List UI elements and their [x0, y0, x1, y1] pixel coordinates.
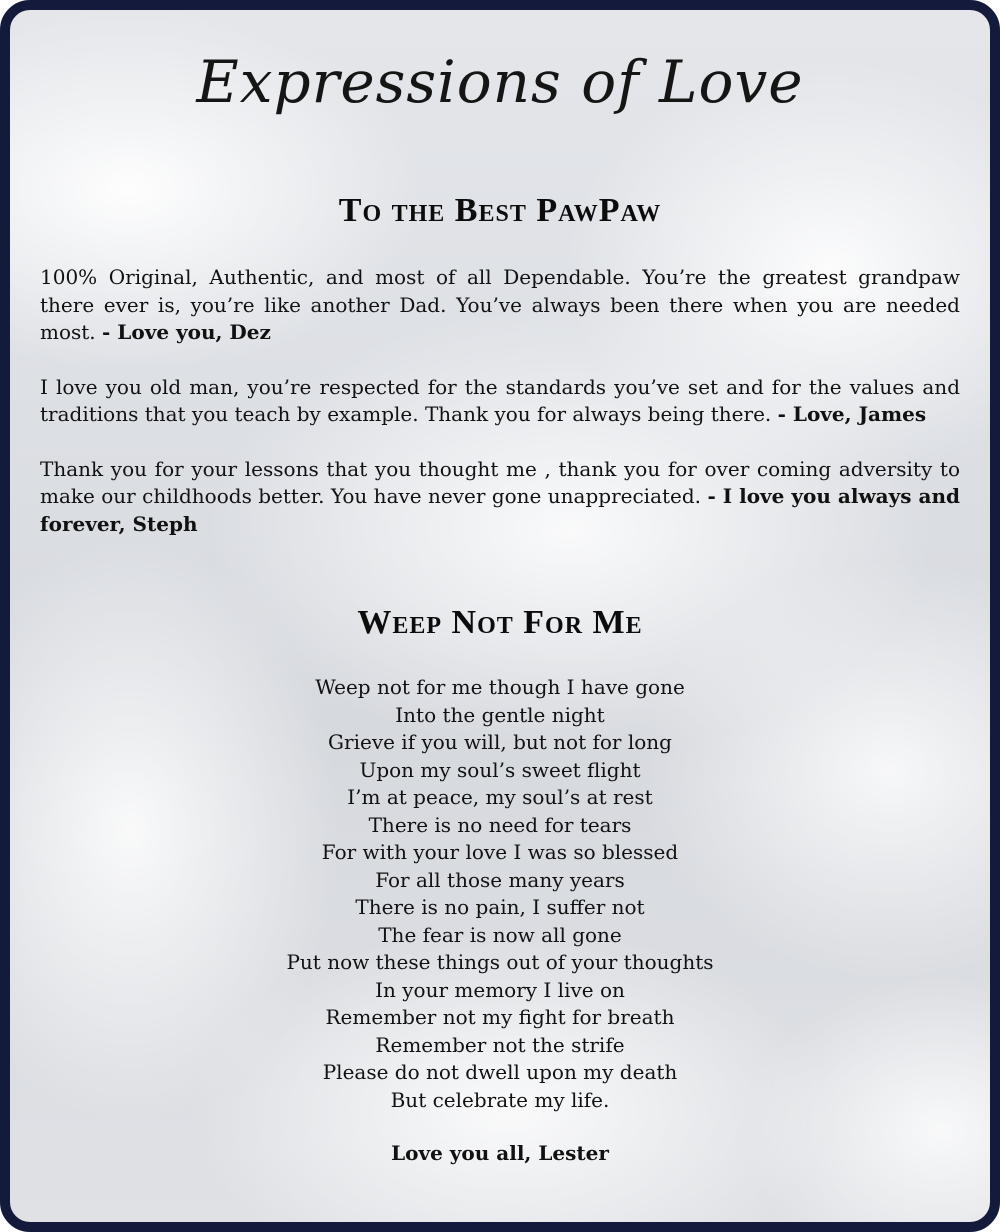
poem-line: For with your love I was so blessed — [321, 840, 679, 864]
poem-line: But celebrate my life. — [390, 1087, 610, 1112]
tributes-heading: To the Best PawPaw — [338, 192, 662, 229]
tribute-item — [40, 264, 960, 347]
poem-line: Grieve if you will, but not for long — [328, 730, 672, 754]
tribute-signature: - Love you, Dez — [102, 320, 271, 344]
poem-line: Put now these things out of your thoughts — [286, 950, 714, 974]
poem-line: I’m at peace, my soul’s at rest — [347, 785, 653, 809]
poem-line: There is no need for tears — [368, 812, 632, 837]
poem-line: For all those many years — [375, 867, 625, 892]
tribute-signature: - Love, James — [777, 402, 927, 426]
poem-signature: Love you all, Lester — [391, 1141, 609, 1165]
poem-line: The fear is now all gone — [378, 922, 622, 947]
tribute-item — [40, 456, 960, 539]
poem-line: Into the gentle night — [395, 702, 605, 727]
poem-line: There is no pain, I suffer not — [355, 895, 645, 919]
tribute-text: 100% Original, Authentic, and most of all Dependable. You’re the greatest grandpaw there ever is, you’re like another Dad. You’ve always been there when you are needed most. — [40, 265, 960, 344]
tribute-signature: - I love you always and forever, Steph — [40, 484, 960, 536]
tributes-list — [40, 264, 960, 565]
page-title: Expressions of Love — [196, 48, 804, 116]
poem-line: Please do not dwell upon my death — [322, 1060, 678, 1084]
tribute-text: Thank you for your lessons that you thought me , thank you for over coming adversity to make our childhoods better. You have never gone unappreciated. — [40, 456, 960, 508]
tribute-text: I love you old man, you’re respected for the standards you’ve set and for the values and traditions that you teach by example. Thank you for always being there. — [40, 374, 960, 426]
poem-heading: Weep Not For Me — [357, 604, 643, 641]
poem-line: Remember not my fight for breath — [325, 1005, 675, 1029]
tribute-item — [40, 374, 960, 429]
poem-line: In your memory I live on — [375, 977, 625, 1002]
poem-line: Remember not the strife — [375, 1032, 625, 1057]
poem-line: Weep not for me though I have gone — [315, 675, 685, 699]
poem-line: Upon my soul’s sweet flight — [359, 757, 641, 782]
poem-body — [10, 674, 990, 1114]
